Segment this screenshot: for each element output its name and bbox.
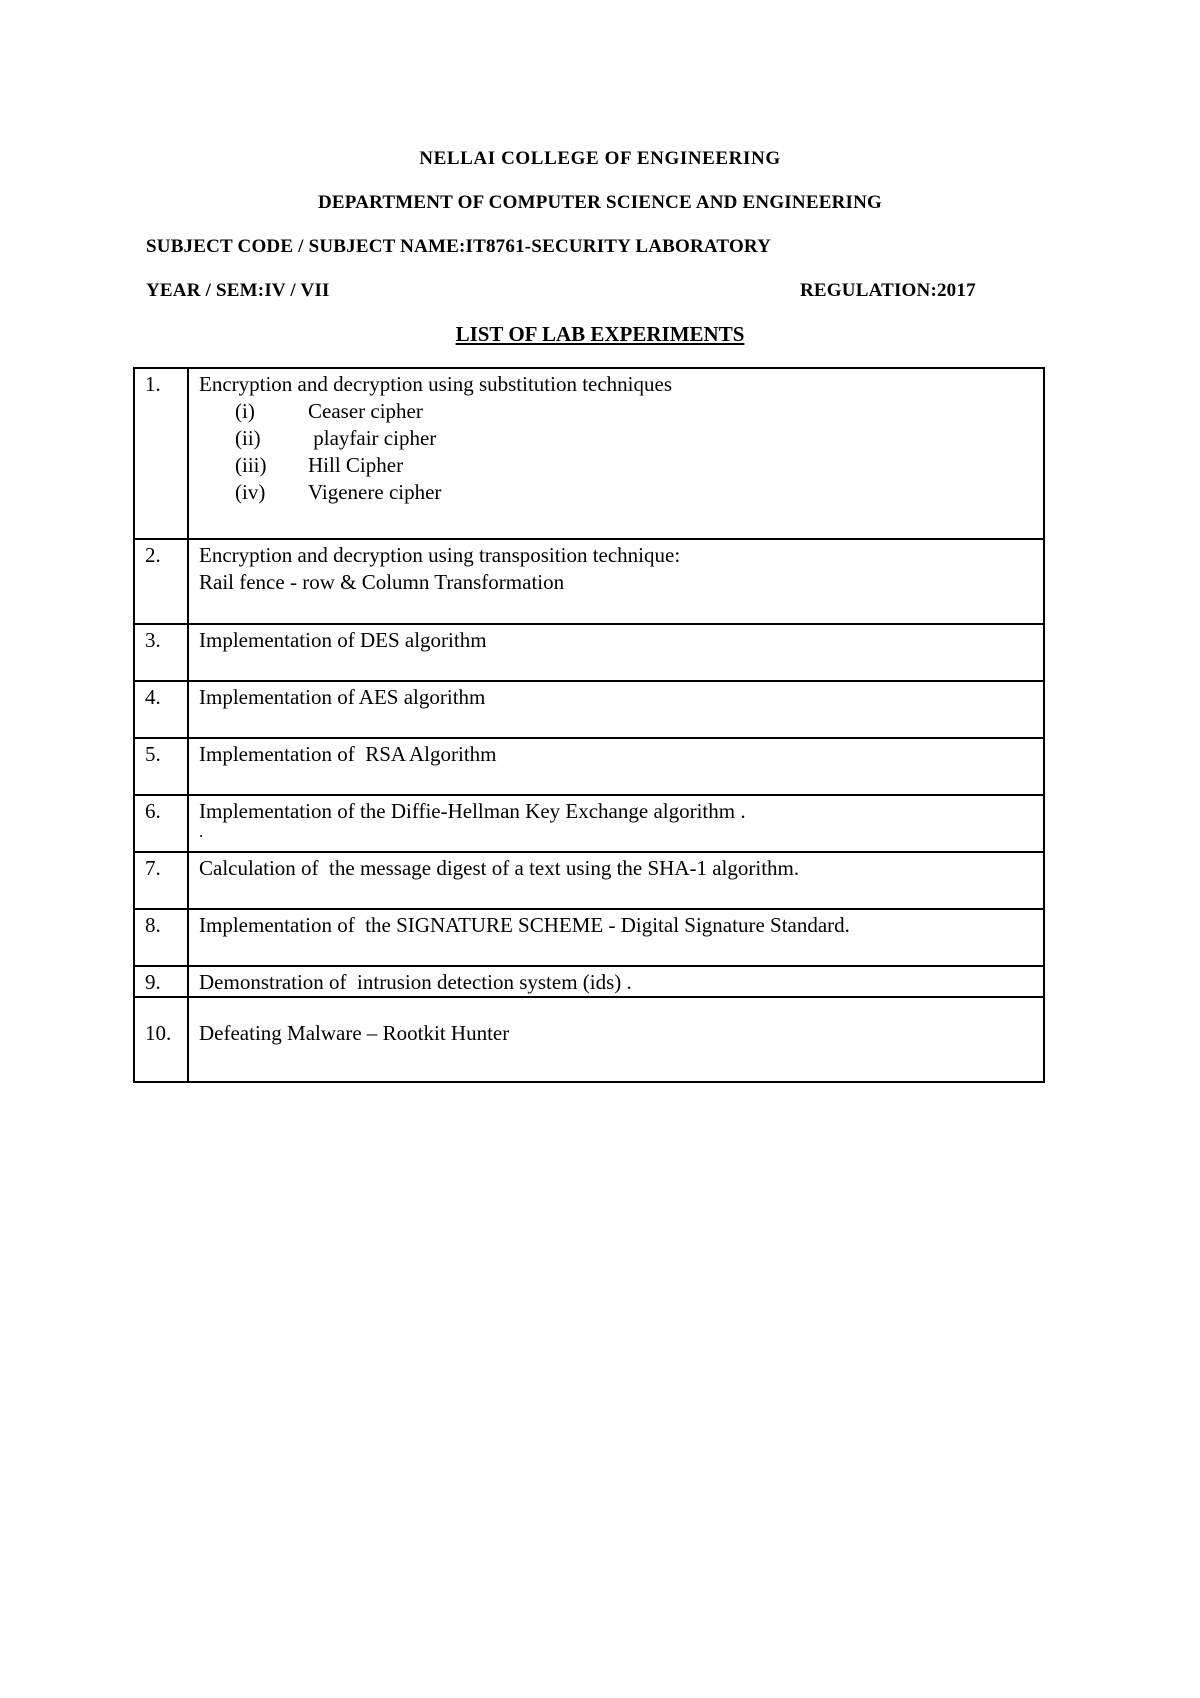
- subject-line: SUBJECT CODE / SUBJECT NAME:IT8761-SECURITY LABORATORY: [146, 236, 772, 257]
- sub-item-marker: (ii): [235, 426, 261, 450]
- experiment-title: Implementation of DES algorithm: [199, 628, 487, 652]
- experiment-number: 7.: [134, 852, 188, 909]
- experiment-detail: Rail fence - row & Column Transformation: [199, 570, 565, 594]
- experiment-number: 10.: [134, 997, 188, 1082]
- experiment-cell: [188, 368, 1044, 539]
- table-row: [134, 681, 1044, 738]
- experiment-number: 2.: [134, 539, 188, 624]
- experiment-title: Defeating Malware – Rootkit Hunter: [199, 1021, 510, 1045]
- experiment-number: 3.: [134, 624, 188, 681]
- table-row: [134, 966, 1044, 997]
- experiment-title: Encryption and decryption using substitution techniques: [199, 372, 673, 396]
- list-item: [199, 452, 1033, 479]
- experiment-cell: [188, 966, 1044, 997]
- regulation: REGULATION:2017: [800, 280, 976, 301]
- experiment-number: 4.: [134, 681, 188, 738]
- experiment-detail: .: [199, 822, 204, 841]
- sub-item-marker: (iii): [235, 453, 267, 477]
- experiments-table: [133, 367, 1045, 1083]
- table-row: [134, 997, 1044, 1082]
- list-item: [199, 479, 1033, 506]
- experiment-cell: [188, 997, 1044, 1082]
- experiment-title: Encryption and decryption using transposition technique:: [199, 543, 681, 567]
- experiment-cell: [188, 738, 1044, 795]
- sub-item-text: Vigenere cipher: [308, 480, 442, 504]
- experiment-cell: [188, 539, 1044, 624]
- table-row: [134, 624, 1044, 681]
- experiment-title: Demonstration of intrusion detection system (ids) .: [199, 970, 632, 994]
- experiment-number: 6.: [134, 795, 188, 852]
- list-item: [199, 425, 1033, 452]
- experiment-title: Calculation of the message digest of a text using the SHA-1 algorithm.: [199, 856, 800, 880]
- experiment-title: Implementation of RSA Algorithm: [199, 742, 497, 766]
- experiment-title: Implementation of the SIGNATURE SCHEME - Digital Signature Standard.: [199, 913, 850, 937]
- college-name: NELLAI COLLEGE OF ENGINEERING: [419, 148, 781, 169]
- department-name: DEPARTMENT OF COMPUTER SCIENCE AND ENGINEERING: [318, 192, 882, 213]
- experiment-title: Implementation of AES algorithm: [199, 685, 486, 709]
- experiment-cell: [188, 681, 1044, 738]
- experiment-title: Implementation of the Diffie-Hellman Key Exchange algorithm .: [199, 799, 746, 823]
- experiment-number: 8.: [134, 909, 188, 966]
- experiment-number: 1.: [134, 368, 188, 539]
- list-item: [199, 398, 1033, 425]
- table-row: [134, 539, 1044, 624]
- sub-item-text: Ceaser cipher: [308, 399, 423, 423]
- table-row: [134, 795, 1044, 852]
- sub-item-text: playfair cipher: [308, 426, 437, 450]
- table-row: [134, 738, 1044, 795]
- experiment-cell: [188, 852, 1044, 909]
- experiment-number: 5.: [134, 738, 188, 795]
- experiment-cell: [188, 909, 1044, 966]
- sub-item-marker: (iv): [235, 480, 266, 504]
- sub-item-text: Hill Cipher: [308, 453, 404, 477]
- list-title: LIST OF LAB EXPERIMENTS: [455, 322, 745, 346]
- sub-item-marker: (i): [235, 399, 255, 423]
- experiment-cell: [188, 795, 1044, 852]
- experiment-cell: [188, 624, 1044, 681]
- table-row: [134, 368, 1044, 539]
- table-row: [134, 852, 1044, 909]
- sub-list: [199, 398, 1033, 506]
- table-row: [134, 909, 1044, 966]
- experiment-number: 9.: [134, 966, 188, 997]
- year-sem: YEAR / SEM:IV / VII: [146, 280, 330, 301]
